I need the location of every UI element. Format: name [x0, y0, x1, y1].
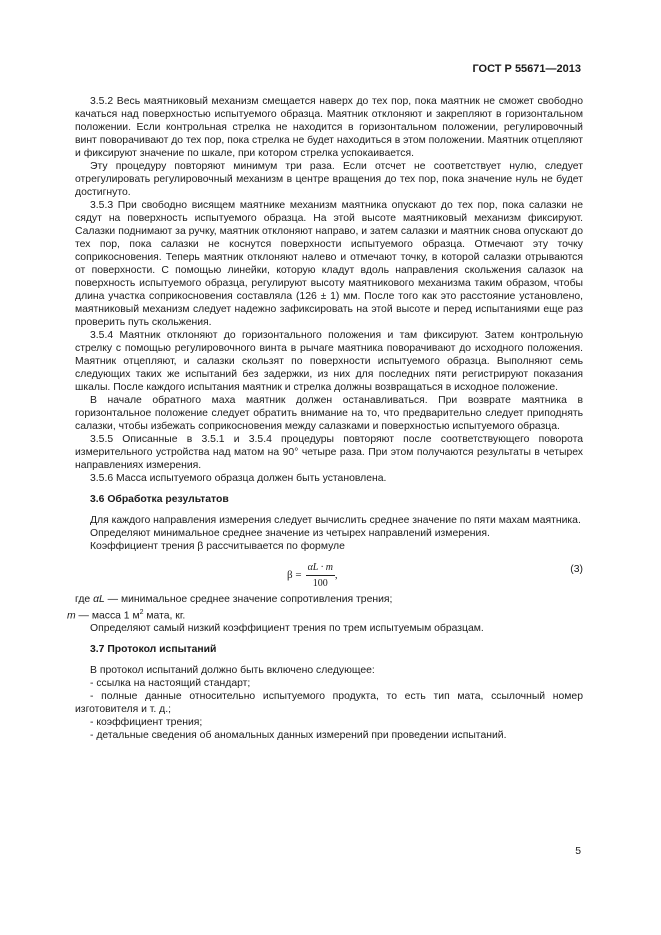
equation-number: (3): [570, 564, 583, 575]
document-body: [67, 95, 583, 742]
where-line-1: [75, 593, 583, 606]
paragraph-3-5-4-return: В начале обратного маха маятник должен останавливаться. При возврате маятника в горизонтальное положение следует обратить внимание на то, что предварительно следует приподнять салазки, чтобы избежать соприкосновения между салазками и поверхностью испытуемого образца.: [75, 395, 583, 432]
standard-header: ГОСТ Р 55671—2013: [472, 63, 581, 75]
paragraph-3-5-2-repeat: Эту процедуру повторяют минимум три раза. Если отсчет не соответствует нулю, следует отрегулировать регулировочный механизм в центре вращения до тех пор, пока значение нуль не будет достигнуто.: [75, 161, 583, 198]
paragraph-3-5-3: 3.5.3 При свободно висящем маятнике механизм маятника опускают до тех пор, пока салазки не сядут на поверхность испытуемого образца. На этой высоте маятниковый механизм фиксируют. Салазки поднимают за ручку, маятник отклоняют направо, и затем салазки и маятник снова опускают до тех пор, пока салазки не коснутся поверхности испытуемого образца. Отмечают эту точку соприкосновения. Теперь маятник отклоняют налево и отмечают точку, в которой салазки отрываются от поверхности. С помощью линейки, которую кладут вдоль направления скольжения салазок на поверхность испытуемого образца, регулируют высоту маятникового механизма таким образом, чтобы длина участка соприкосновения составляла (126 ± 1) мм. После того как это расстояние установлено, маятниковый механизм следует надежно зафиксировать на этой высоте и перед испытаниями еще раз проверить путь скольжения.: [75, 200, 583, 328]
section-3-7-intro: В протокол испытаний должно быть включено следующее:: [90, 665, 375, 677]
formula-numerator: αL · m: [306, 561, 335, 576]
where-text-1: — минимальное среднее значение сопротивления трения;: [107, 594, 393, 605]
list-item: - детальные сведения об аномальных данных измерений при проведении испытаний.: [90, 730, 507, 742]
where-prefix: где: [75, 594, 91, 605]
list-item: - коэффициент трения;: [90, 717, 203, 729]
where-text-2b: мата, кг.: [143, 610, 186, 622]
paragraph-3-5-6: 3.5.6 Масса испытуемого образца должен быть установлена.: [90, 473, 387, 484]
formula-suffix: ,: [334, 569, 338, 581]
formula-fraction: [306, 561, 335, 590]
where-line-2: [67, 606, 583, 622]
section-3-6-p2: Определяют минимальное среднее значение из четырех направлений измерения.: [90, 528, 490, 539]
section-3-7-heading: 3.7 Протокол испытаний: [90, 644, 217, 656]
formula-denominator: 100: [312, 578, 328, 589]
list-item: - ссылка на настоящий стандарт;: [90, 678, 251, 690]
section-3-6-heading: 3.6 Обработка результатов: [90, 494, 229, 505]
formula-lhs: β =: [287, 569, 302, 581]
paragraph-3-5-5: 3.5.5 Описанные в 3.5.1 и 3.5.4 процедуры повторяют после соответствующего поворота измерительного устройства над матом на 90° четыре раза. При этом получаются результаты в четырех направлениях измерения.: [75, 434, 583, 471]
section-3-6-p3: Коэффициент трения β рассчитывается по формуле: [90, 541, 345, 552]
formula-3: [75, 555, 583, 593]
where-symbol-m: m: [67, 610, 76, 622]
where-sup: 2: [139, 609, 144, 616]
page-number: 5: [575, 846, 581, 857]
section-3-6-p1: Для каждого направления измерения следует вычислить среднее значение по пяти махам маятника.: [90, 515, 581, 526]
paragraph-3-5-4: 3.5.4 Маятник отклоняют до горизонтального положения и там фиксируют. Затем контрольную стрелку с помощью регулировочного винта в рычаге маятника поворачивают до исходного положения. Маятник отцепляют, и салазки скользят по поверхности испытуемого образца. Выполняют семь следующих таких же испытаний без задержки, из них для последних пяти регистрируют показания шкалы. После каждого испытания маятник и стрелка должны возвращаться в исходное положение.: [75, 330, 583, 393]
paragraph-3-5-2: 3.5.2 Весь маятниковый механизм смещается наверх до тех пор, пока маятник не сможет свободно качаться над поверхностью испытуемого образца. Маятник отклоняют и закрепляют в горизонтальном положении. Если контрольная стрелка не находится в горизонтальном положении, регулировочный винт поворачивают до тех пор, пока стрелка не будет находиться в этом положении. Маятник отцепляют и фиксируют значение по шкале, при котором стрелка успокаивается.: [75, 96, 583, 159]
where-text-2a: — масса 1 м: [78, 610, 140, 622]
formula-expression: [287, 561, 338, 590]
section-3-6-p4: Определяют самый низкий коэффициент трения по трем испытуемым образцам.: [90, 623, 484, 635]
where-symbol-alpha-l: αL: [93, 594, 105, 605]
list-item: - полные данные относительно испытуемого продукта, то есть тип мата, ссылочный номер изготовителя и т. д.;: [75, 691, 583, 716]
